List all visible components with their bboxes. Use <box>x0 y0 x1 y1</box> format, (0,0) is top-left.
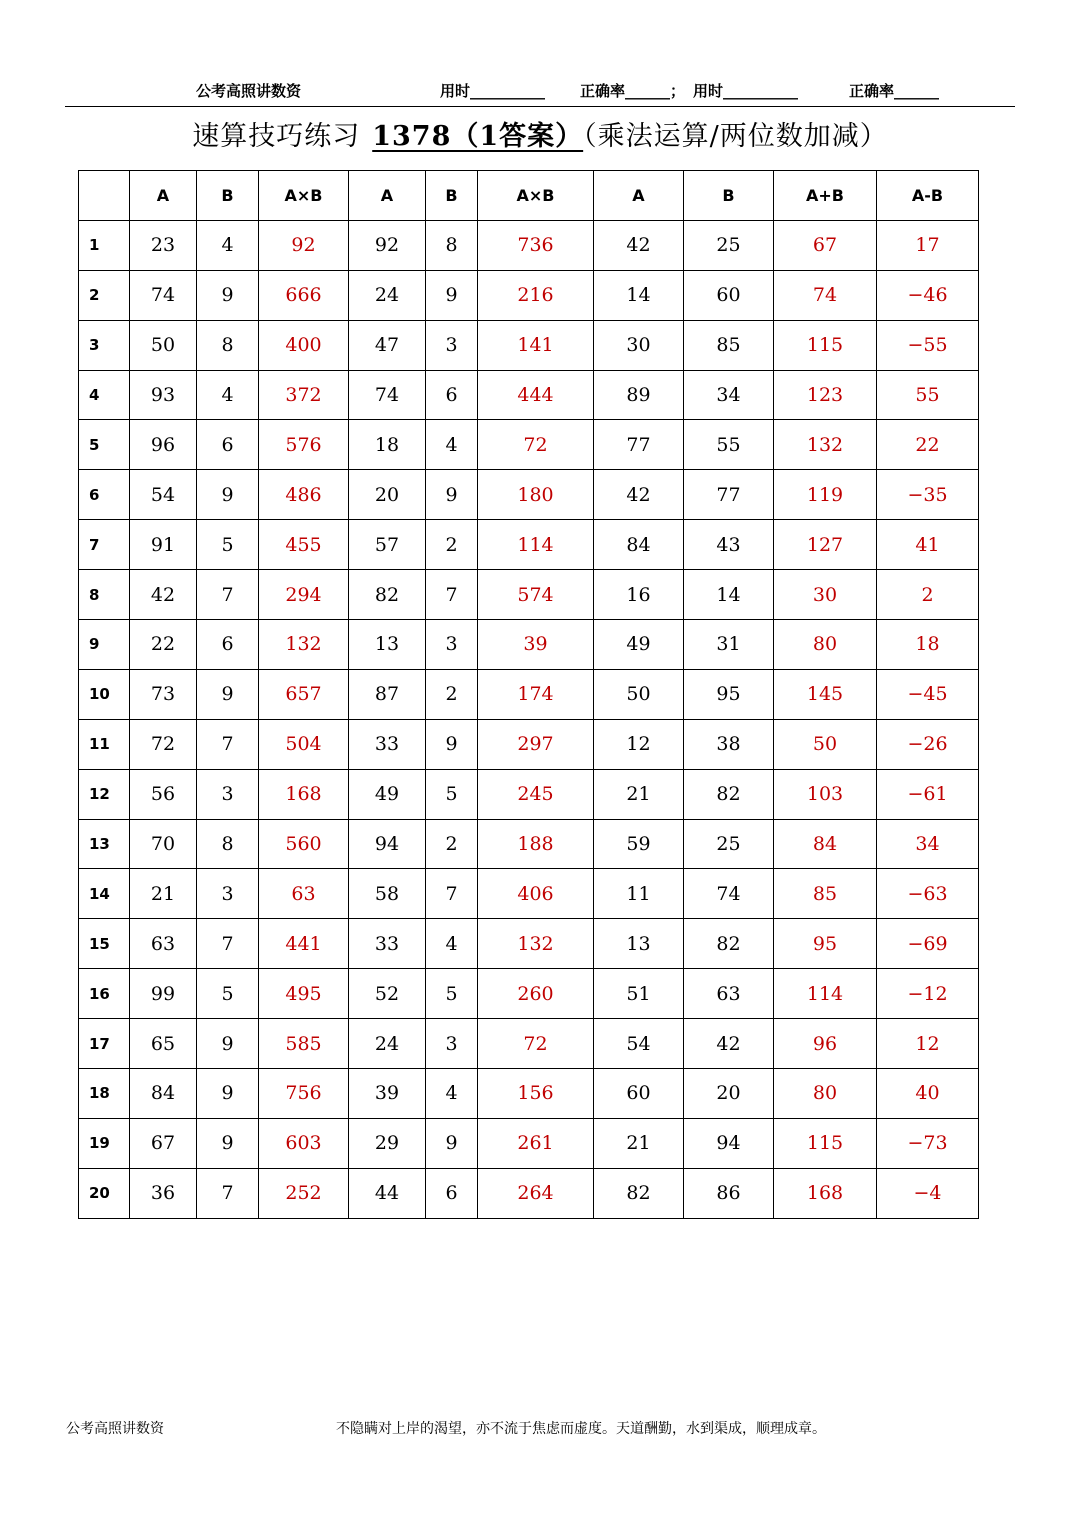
answer-cell: 174 <box>478 669 594 719</box>
operand-cell: 94 <box>349 819 426 869</box>
operand-cell: 51 <box>594 969 684 1019</box>
operand-cell: 7 <box>426 570 478 620</box>
operand-cell: 4 <box>426 1069 478 1119</box>
answer-cell: 216 <box>478 270 594 320</box>
answer-cell: 123 <box>774 370 877 420</box>
answer-cell: −46 <box>877 270 979 320</box>
row-number: 6 <box>79 470 130 520</box>
row-number: 2 <box>79 270 130 320</box>
operand-cell: 91 <box>130 520 197 570</box>
operand-cell: 24 <box>349 270 426 320</box>
operand-cell: 9 <box>426 1118 478 1168</box>
answer-cell: 168 <box>259 769 349 819</box>
row-number: 19 <box>79 1118 130 1168</box>
operand-cell: 12 <box>594 719 684 769</box>
operand-cell: 18 <box>349 420 426 470</box>
answer-cell: 84 <box>774 819 877 869</box>
operand-cell: 42 <box>130 570 197 620</box>
table-row <box>79 420 979 470</box>
operand-cell: 82 <box>684 919 774 969</box>
row-number: 12 <box>79 769 130 819</box>
row-number: 20 <box>79 1168 130 1218</box>
table-row <box>79 520 979 570</box>
operand-cell: 3 <box>197 869 259 919</box>
answer-cell: 80 <box>774 620 877 670</box>
title-suffix: （乘法运算/两位数加减） <box>583 121 888 152</box>
operand-cell: 9 <box>426 719 478 769</box>
answer-cell: −63 <box>877 869 979 919</box>
operand-cell: 87 <box>349 669 426 719</box>
answer-cell: −69 <box>877 919 979 969</box>
answer-cell: 39 <box>478 620 594 670</box>
answer-cell: 103 <box>774 769 877 819</box>
operand-cell: 60 <box>684 270 774 320</box>
accuracy-field-1: 正确率______； <box>580 82 686 100</box>
operand-cell: 96 <box>130 420 197 470</box>
operand-cell: 11 <box>594 869 684 919</box>
operand-cell: 63 <box>130 919 197 969</box>
operand-cell: 67 <box>130 1118 197 1168</box>
table-row <box>79 1069 979 1119</box>
practice-table <box>78 170 979 1219</box>
operand-cell: 4 <box>197 220 259 270</box>
operand-cell: 50 <box>594 669 684 719</box>
column-header: A+B <box>774 171 877 221</box>
answer-cell: 72 <box>478 420 594 470</box>
header-bar <box>0 80 1080 104</box>
answer-cell: 141 <box>478 320 594 370</box>
time-field-2: 用时__________ <box>693 82 799 100</box>
answer-cell: 63 <box>259 869 349 919</box>
answer-cell: 115 <box>774 1118 877 1168</box>
table-row <box>79 719 979 769</box>
operand-cell: 7 <box>197 570 259 620</box>
answer-cell: 168 <box>774 1168 877 1218</box>
operand-cell: 42 <box>684 1019 774 1069</box>
operand-cell: 43 <box>684 520 774 570</box>
operand-cell: 7 <box>426 869 478 919</box>
answer-cell: 180 <box>478 470 594 520</box>
operand-cell: 42 <box>594 220 684 270</box>
column-header: A <box>594 171 684 221</box>
table-row <box>79 220 979 270</box>
answer-cell: 50 <box>774 719 877 769</box>
operand-cell: 20 <box>684 1069 774 1119</box>
operand-cell: 85 <box>684 320 774 370</box>
answer-cell: 495 <box>259 969 349 1019</box>
answer-cell: 444 <box>478 370 594 420</box>
table-row <box>79 620 979 670</box>
answer-cell: 756 <box>259 1069 349 1119</box>
row-number: 18 <box>79 1069 130 1119</box>
operand-cell: 59 <box>594 819 684 869</box>
answer-cell: 127 <box>774 520 877 570</box>
operand-cell: 25 <box>684 220 774 270</box>
table-row <box>79 570 979 620</box>
operand-cell: 54 <box>130 470 197 520</box>
answer-cell: 372 <box>259 370 349 420</box>
operand-cell: 3 <box>426 1019 478 1069</box>
operand-cell: 5 <box>426 969 478 1019</box>
table-header-row <box>79 171 979 221</box>
operand-cell: 23 <box>130 220 197 270</box>
operand-cell: 9 <box>197 669 259 719</box>
operand-cell: 9 <box>197 270 259 320</box>
operand-cell: 82 <box>684 769 774 819</box>
row-number: 1 <box>79 220 130 270</box>
operand-cell: 2 <box>426 819 478 869</box>
operand-cell: 84 <box>130 1069 197 1119</box>
operand-cell: 25 <box>684 819 774 869</box>
answer-cell: 17 <box>877 220 979 270</box>
operand-cell: 73 <box>130 669 197 719</box>
column-header: B <box>426 171 478 221</box>
operand-cell: 5 <box>197 969 259 1019</box>
operand-cell: 29 <box>349 1118 426 1168</box>
operand-cell: 14 <box>684 570 774 620</box>
answer-cell: 22 <box>877 420 979 470</box>
operand-cell: 47 <box>349 320 426 370</box>
column-header: A <box>130 171 197 221</box>
operand-cell: 3 <box>426 320 478 370</box>
answer-cell: 406 <box>478 869 594 919</box>
table-row <box>79 669 979 719</box>
answer-cell: 156 <box>478 1069 594 1119</box>
row-number: 8 <box>79 570 130 620</box>
operand-cell: 44 <box>349 1168 426 1218</box>
answer-cell: −55 <box>877 320 979 370</box>
table-row <box>79 969 979 1019</box>
operand-cell: 7 <box>197 1168 259 1218</box>
table-row <box>79 1019 979 1069</box>
table-row <box>79 919 979 969</box>
column-header: A×B <box>478 171 594 221</box>
answer-cell: 560 <box>259 819 349 869</box>
answer-cell: 2 <box>877 570 979 620</box>
operand-cell: 36 <box>130 1168 197 1218</box>
operand-cell: 21 <box>130 869 197 919</box>
answer-cell: −12 <box>877 969 979 1019</box>
row-number: 4 <box>79 370 130 420</box>
row-number: 3 <box>79 320 130 370</box>
operand-cell: 31 <box>684 620 774 670</box>
operand-cell: 14 <box>594 270 684 320</box>
answer-cell: 188 <box>478 819 594 869</box>
answer-cell: 85 <box>774 869 877 919</box>
column-header: A×B <box>259 171 349 221</box>
answer-cell: 119 <box>774 470 877 520</box>
operand-cell: 93 <box>130 370 197 420</box>
operand-cell: 3 <box>426 620 478 670</box>
operand-cell: 77 <box>684 470 774 520</box>
header-divider <box>65 106 1015 107</box>
operand-cell: 5 <box>426 769 478 819</box>
operand-cell: 74 <box>349 370 426 420</box>
column-header: A <box>349 171 426 221</box>
operand-cell: 9 <box>197 1069 259 1119</box>
title-code: 1378（1答案） <box>372 121 584 152</box>
answer-cell: 92 <box>259 220 349 270</box>
operand-cell: 6 <box>197 620 259 670</box>
operand-cell: 13 <box>349 620 426 670</box>
answer-cell: 574 <box>478 570 594 620</box>
answer-cell: 114 <box>774 969 877 1019</box>
operand-cell: 4 <box>426 919 478 969</box>
operand-cell: 63 <box>684 969 774 1019</box>
answer-cell: 145 <box>774 669 877 719</box>
answer-cell: 400 <box>259 320 349 370</box>
operand-cell: 33 <box>349 919 426 969</box>
answer-cell: 666 <box>259 270 349 320</box>
operand-cell: 6 <box>426 1168 478 1218</box>
operand-cell: 65 <box>130 1019 197 1069</box>
operand-cell: 21 <box>594 769 684 819</box>
answer-cell: −26 <box>877 719 979 769</box>
operand-cell: 20 <box>349 470 426 520</box>
answer-cell: 132 <box>259 620 349 670</box>
operand-cell: 9 <box>426 270 478 320</box>
operand-cell: 33 <box>349 719 426 769</box>
operand-cell: 2 <box>426 669 478 719</box>
answer-cell: 297 <box>478 719 594 769</box>
operand-cell: 72 <box>130 719 197 769</box>
footer-brand: 公考高照讲数资 <box>66 1421 164 1437</box>
answer-cell: 245 <box>478 769 594 819</box>
row-number: 7 <box>79 520 130 570</box>
accuracy-field-2: 正确率______ <box>849 82 940 100</box>
answer-cell: −61 <box>877 769 979 819</box>
table-row <box>79 320 979 370</box>
operand-cell: 57 <box>349 520 426 570</box>
answer-cell: 114 <box>478 520 594 570</box>
operand-cell: 38 <box>684 719 774 769</box>
row-number: 5 <box>79 420 130 470</box>
row-number: 11 <box>79 719 130 769</box>
time-field-1: 用时__________ <box>440 82 546 100</box>
operand-cell: 82 <box>349 570 426 620</box>
operand-cell: 22 <box>130 620 197 670</box>
operand-cell: 4 <box>197 370 259 420</box>
row-number: 16 <box>79 969 130 1019</box>
row-number: 15 <box>79 919 130 969</box>
answer-cell: −45 <box>877 669 979 719</box>
answer-cell: −4 <box>877 1168 979 1218</box>
answer-cell: 603 <box>259 1118 349 1168</box>
row-number: 14 <box>79 869 130 919</box>
operand-cell: 13 <box>594 919 684 969</box>
column-header: A-B <box>877 171 979 221</box>
operand-cell: 3 <box>197 769 259 819</box>
operand-cell: 74 <box>130 270 197 320</box>
operand-cell: 94 <box>684 1118 774 1168</box>
operand-cell: 89 <box>594 370 684 420</box>
operand-cell: 99 <box>130 969 197 1019</box>
table-row <box>79 819 979 869</box>
table-row <box>79 769 979 819</box>
answer-cell: 55 <box>877 370 979 420</box>
table-row <box>79 1168 979 1218</box>
row-number: 13 <box>79 819 130 869</box>
operand-cell: 77 <box>594 420 684 470</box>
operand-cell: 4 <box>426 420 478 470</box>
row-number: 17 <box>79 1019 130 1069</box>
operand-cell: 5 <box>197 520 259 570</box>
answer-cell: 294 <box>259 570 349 620</box>
answer-cell: 67 <box>774 220 877 270</box>
operand-cell: 39 <box>349 1069 426 1119</box>
column-header: B <box>197 171 259 221</box>
answer-cell: −73 <box>877 1118 979 1168</box>
answer-cell: 736 <box>478 220 594 270</box>
operand-cell: 8 <box>197 320 259 370</box>
table-row <box>79 869 979 919</box>
operand-cell: 95 <box>684 669 774 719</box>
answer-cell: 95 <box>774 919 877 969</box>
answer-cell: 264 <box>478 1168 594 1218</box>
answer-cell: 132 <box>774 420 877 470</box>
answer-cell: 40 <box>877 1069 979 1119</box>
table-row <box>79 1118 979 1168</box>
operand-cell: 24 <box>349 1019 426 1069</box>
operand-cell: 60 <box>594 1069 684 1119</box>
answer-cell: 41 <box>877 520 979 570</box>
footer-motto: 不隐瞒对上岸的渴望，亦不流于焦虑而虚度。天道酬勤，水到渠成，顺理成章。 <box>336 1421 826 1437</box>
operand-cell: 21 <box>594 1118 684 1168</box>
operand-cell: 84 <box>594 520 684 570</box>
operand-cell: 55 <box>684 420 774 470</box>
table-row <box>79 470 979 520</box>
answer-cell: 252 <box>259 1168 349 1218</box>
answer-cell: 576 <box>259 420 349 470</box>
answer-cell: 261 <box>478 1118 594 1168</box>
row-number: 10 <box>79 669 130 719</box>
operand-cell: 7 <box>197 919 259 969</box>
operand-cell: 49 <box>594 620 684 670</box>
answer-cell: 441 <box>259 919 349 969</box>
operand-cell: 82 <box>594 1168 684 1218</box>
operand-cell: 52 <box>349 969 426 1019</box>
operand-cell: 16 <box>594 570 684 620</box>
answer-cell: 74 <box>774 270 877 320</box>
operand-cell: 2 <box>426 520 478 570</box>
answer-cell: 585 <box>259 1019 349 1069</box>
operand-cell: 58 <box>349 869 426 919</box>
answer-cell: 260 <box>478 969 594 1019</box>
answer-cell: 30 <box>774 570 877 620</box>
column-header <box>79 171 130 221</box>
answer-cell: 18 <box>877 620 979 670</box>
operand-cell: 74 <box>684 869 774 919</box>
answer-cell: 80 <box>774 1069 877 1119</box>
operand-cell: 54 <box>594 1019 684 1069</box>
operand-cell: 50 <box>130 320 197 370</box>
operand-cell: 92 <box>349 220 426 270</box>
answer-cell: 72 <box>478 1019 594 1069</box>
answer-cell: 115 <box>774 320 877 370</box>
operand-cell: 34 <box>684 370 774 420</box>
operand-cell: 9 <box>197 470 259 520</box>
table-row <box>79 370 979 420</box>
column-header: B <box>684 171 774 221</box>
answer-cell: 504 <box>259 719 349 769</box>
operand-cell: 7 <box>197 719 259 769</box>
page-title <box>0 114 1080 153</box>
operand-cell: 8 <box>197 819 259 869</box>
operand-cell: 70 <box>130 819 197 869</box>
table-row <box>79 270 979 320</box>
operand-cell: 30 <box>594 320 684 370</box>
row-number: 9 <box>79 620 130 670</box>
header-brand: 公考高照讲数资 <box>196 82 302 100</box>
answer-cell: 34 <box>877 819 979 869</box>
operand-cell: 56 <box>130 769 197 819</box>
operand-cell: 9 <box>197 1019 259 1069</box>
operand-cell: 8 <box>426 220 478 270</box>
operand-cell: 9 <box>197 1118 259 1168</box>
answer-cell: 657 <box>259 669 349 719</box>
operand-cell: 9 <box>426 470 478 520</box>
operand-cell: 86 <box>684 1168 774 1218</box>
operand-cell: 49 <box>349 769 426 819</box>
answer-cell: 486 <box>259 470 349 520</box>
operand-cell: 42 <box>594 470 684 520</box>
operand-cell: 6 <box>197 420 259 470</box>
operand-cell: 6 <box>426 370 478 420</box>
answer-cell: 12 <box>877 1019 979 1069</box>
answer-cell: 132 <box>478 919 594 969</box>
answer-cell: 96 <box>774 1019 877 1069</box>
answer-cell: −35 <box>877 470 979 520</box>
title-prefix: 速算技巧练习 <box>192 121 361 152</box>
answer-cell: 455 <box>259 520 349 570</box>
